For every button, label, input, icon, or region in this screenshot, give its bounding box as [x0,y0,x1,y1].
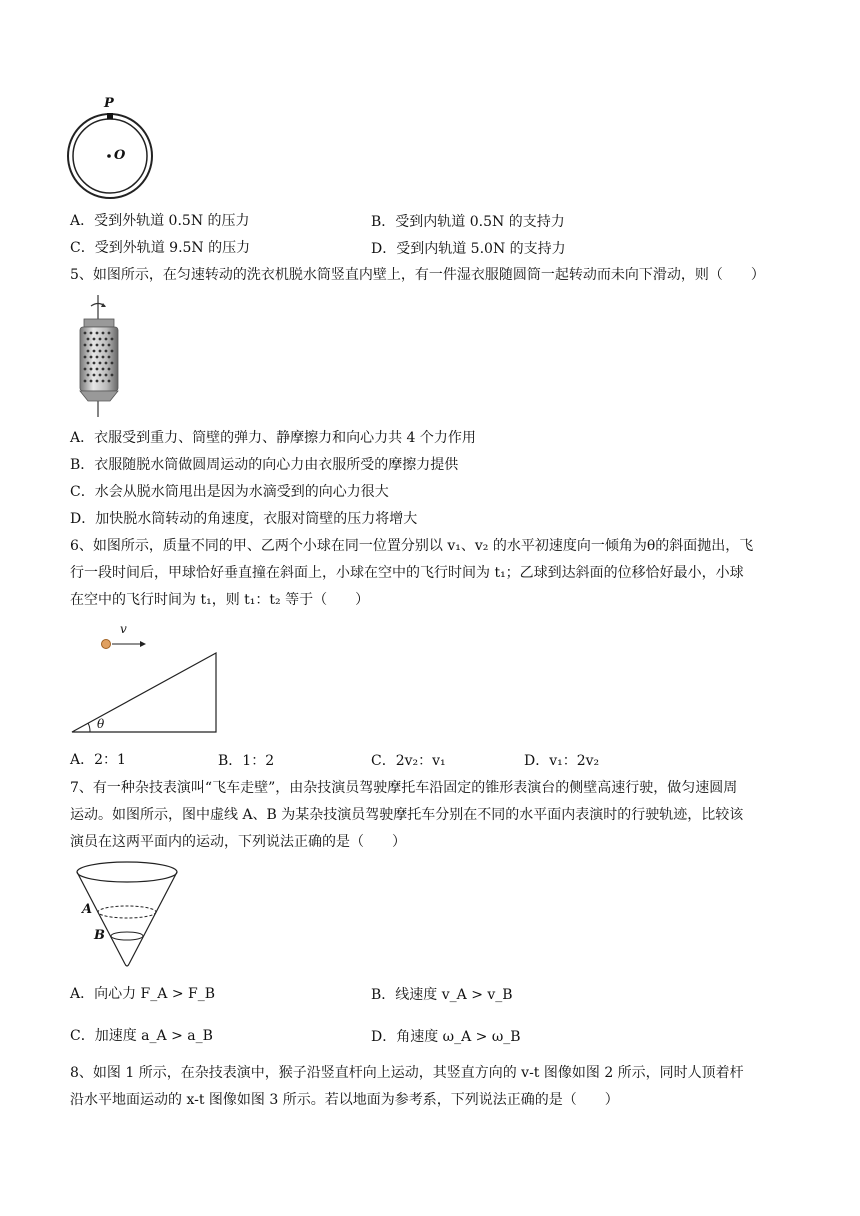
q7-stem-line-1: 7、有一种杂技表演叫“飞车走壁”，由杂技演员驾驶摩托车沿固定的锥形表演台的侧壁高速行驶，做匀速圆周 [70,780,738,796]
q5-option-d: D．加快脱水筒转动的角速度，衣服对筒壁的压力将增大 [70,511,418,527]
incline-figure [70,625,220,737]
q6-stem-line-1: 6、如图所示，质量不同的甲、乙两个小球在同一位置分别以 v₁、v₂ 的水平初速度向一倾角为θ的斜面抛出，飞 [70,538,754,554]
q4-option-b: B．受到内轨道 0.5N 的支持力 [371,214,565,230]
q6-option-c: C．2v₂：v₁ [371,753,446,769]
theta-label: θ [97,717,105,731]
q6-option-d: D．v₁：2v₂ [524,753,600,769]
path-a-label: A [82,902,93,917]
spin-dryer-figure [74,295,124,420]
q6-option-b: B．1：2 [218,753,275,769]
q7-option-a: A．向心力 F_A > F_B [70,986,216,1002]
q5-option-b: B．衣服随脱水筒做圆周运动的向心力由衣服所受的摩擦力提供 [70,457,459,473]
q5-option-a: A．衣服受到重力、筒壁的弹力、静摩擦力和向心力共 4 个力作用 [70,430,476,446]
q8-stem-line-2: 沿水平地面运动的 x-t 图像如图 3 所示。若以地面为参考系，下列说法正确的是（ ） [70,1092,619,1108]
q8-stem-line-1: 8、如图 1 所示，在杂技表演中，猴子沿竖直杆向上运动，其竖直方向的 v-t 图像如图 2 所示，同时人顶着杆 [70,1065,744,1081]
velocity-label: v [120,622,127,636]
q5-option-c: C．水会从脱水筒甩出是因为水滴受到的向心力很大 [70,484,389,500]
q7-stem-line-2: 运动。如图所示，图中虚线 A、B 为某杂技演员驾驶摩托车分别在不同的水平面内表演时的行驶轨迹，比较该 [70,807,744,823]
q7-stem-line-3: 演员在这两平面内的运动，下列说法正确的是（ ） [70,834,406,850]
q7-option-c: C．加速度 a_A > a_B [70,1028,213,1044]
q6-option-a: A．2：1 [70,752,126,768]
q7-option-d: D．角速度 ω_A > ω_B [371,1029,521,1045]
q4-option-d: D．受到内轨道 5.0N 的支持力 [371,241,566,257]
q4-option-a: A．受到外轨道 0.5N 的压力 [70,213,250,229]
path-b-label: B [94,928,105,943]
circular-track-figure [66,98,156,202]
point-o-label: O [114,148,126,163]
q4-option-c: C．受到外轨道 9.5N 的压力 [70,240,251,256]
q7-option-b: B．线速度 v_A > v_B [371,987,513,1003]
point-p-label: P [104,96,114,111]
q6-stem-line-3: 在空中的飞行时间为 t₁，则 t₁：t₂ 等于（ ） [70,592,370,608]
q6-stem-line-2: 行一段时间后，甲球恰好垂直撞在斜面上，小球在空中的飞行时间为 t₁；乙球到达斜面的位移恰好最小，小球 [70,565,744,581]
q5-stem: 5、如图所示，在匀速转动的洗衣机脱水筒竖直内壁上，有一件湿衣服随圆筒一起转动而未向下滑动，则（ ） [70,267,765,283]
